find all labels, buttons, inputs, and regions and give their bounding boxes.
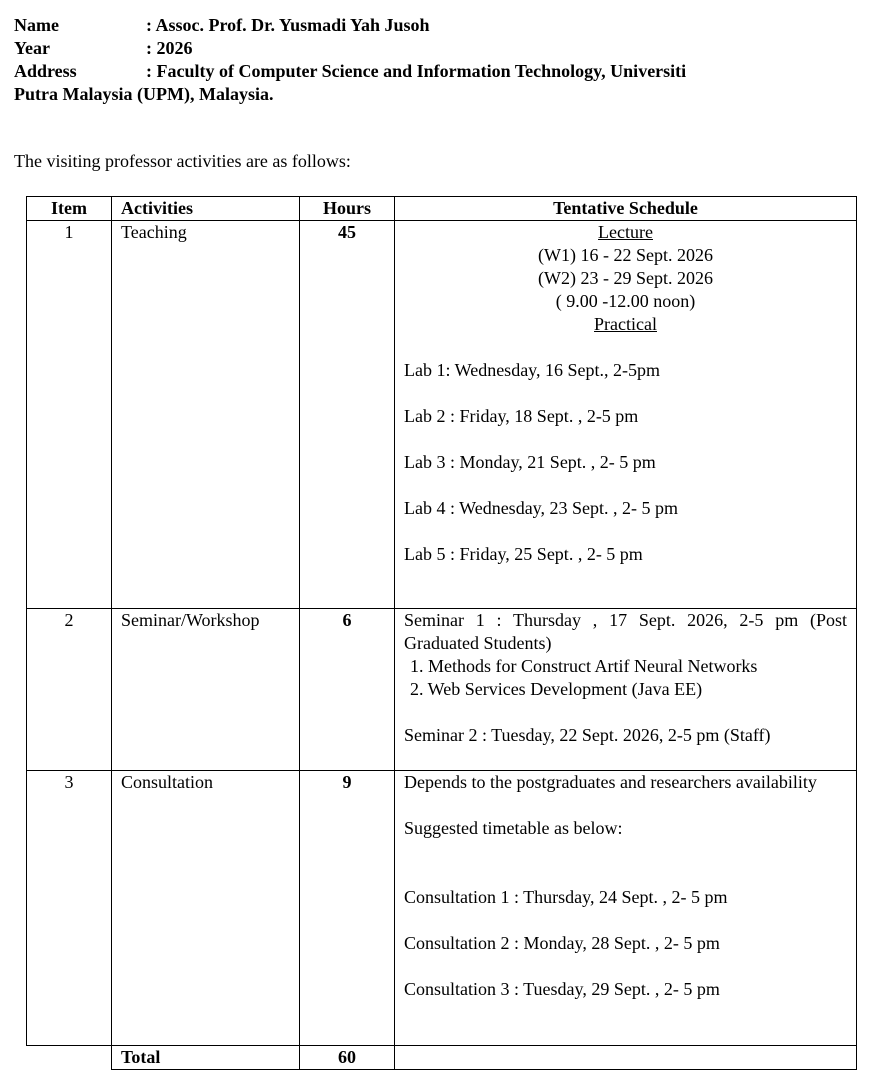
consultation-line: Consultation 3 : Tuesday, 29 Sept. , 2- 5 pm bbox=[404, 979, 720, 999]
name-line bbox=[14, 14, 430, 37]
year-line bbox=[14, 37, 193, 60]
hours-cell: 9 bbox=[300, 771, 395, 1046]
item-cell: 3 bbox=[27, 771, 112, 1046]
total-hours: 60 bbox=[300, 1046, 395, 1070]
header-item: Item bbox=[27, 197, 112, 221]
item-cell: 2 bbox=[27, 609, 112, 771]
header-hours: Hours bbox=[300, 197, 395, 221]
lecture-line: (W2) 23 - 29 Sept. 2026 bbox=[538, 268, 713, 288]
practical-heading: Practical bbox=[594, 314, 657, 334]
table-row bbox=[27, 609, 857, 771]
consultation-line: Consultation 2 : Monday, 28 Sept. , 2- 5 pm bbox=[404, 933, 720, 953]
table-header-row bbox=[27, 197, 857, 221]
consultation-depends: Depends to the postgraduates and researchers availability bbox=[404, 772, 817, 792]
address-line bbox=[14, 60, 686, 83]
table-row bbox=[27, 221, 857, 609]
seminar-topic: 1. Methods for Construct Artif Neural Networks bbox=[410, 656, 758, 676]
seminar-topic: 2. Web Services Development (Java EE) bbox=[410, 679, 703, 699]
lab-line: Lab 2 : Friday, 18 Sept. , 2-5 pm bbox=[404, 406, 639, 426]
hours-cell: 45 bbox=[300, 221, 395, 609]
intro-text: The visiting professor activities are as follows: bbox=[14, 151, 351, 171]
activity-cell: Teaching bbox=[112, 221, 300, 609]
total-label: Total bbox=[112, 1046, 300, 1070]
lab-line: Lab 3 : Monday, 21 Sept. , 2- 5 pm bbox=[404, 452, 656, 472]
lecture-line: (W1) 16 - 22 Sept. 2026 bbox=[538, 245, 713, 265]
year-label: Year bbox=[14, 38, 50, 58]
table-row bbox=[27, 771, 857, 1046]
hours-cell: 6 bbox=[300, 609, 395, 771]
activity-cell: Seminar/Workshop bbox=[112, 609, 300, 771]
lecture-line: ( 9.00 -12.00 noon) bbox=[555, 291, 696, 311]
name-value: : Assoc. Prof. Dr. Yusmadi Yah Jusoh bbox=[146, 15, 430, 35]
activity-cell: Consultation bbox=[112, 771, 300, 1046]
schedule-cell bbox=[395, 221, 857, 609]
suggested-timetable: Suggested timetable as below: bbox=[404, 818, 623, 838]
seminar-2: Seminar 2 : Tuesday, 22 Sept. 2026, 2-5 pm (Staff) bbox=[404, 725, 771, 745]
header-activities: Activities bbox=[112, 197, 300, 221]
lab-line: Lab 1: Wednesday, 16 Sept., 2-5pm bbox=[404, 360, 661, 380]
lecture-heading: Lecture bbox=[598, 222, 653, 242]
name-label: Name bbox=[14, 15, 59, 35]
schedule-cell bbox=[395, 771, 857, 1046]
item-cell: 1 bbox=[27, 221, 112, 609]
lab-line: Lab 5 : Friday, 25 Sept. , 2- 5 pm bbox=[404, 544, 643, 564]
address-value: : Faculty of Computer Science and Information Technology, Universiti bbox=[146, 61, 687, 81]
seminar-1: Seminar 1 : Thursday , 17 Sept. 2026, 2-5 pm (Post Graduated Students) bbox=[404, 610, 847, 653]
total-row bbox=[27, 1046, 857, 1070]
address-continuation: Putra Malaysia (UPM), Malaysia. bbox=[14, 84, 274, 104]
activities-table bbox=[26, 196, 857, 1070]
consultation-line: Consultation 1 : Thursday, 24 Sept. , 2- 5 pm bbox=[404, 887, 728, 907]
schedule-cell bbox=[395, 609, 857, 771]
lab-line: Lab 4 : Wednesday, 23 Sept. , 2- 5 pm bbox=[404, 498, 679, 518]
year-value: : 2026 bbox=[146, 38, 193, 58]
header-schedule: Tentative Schedule bbox=[395, 197, 857, 221]
address-label: Address bbox=[14, 61, 77, 81]
